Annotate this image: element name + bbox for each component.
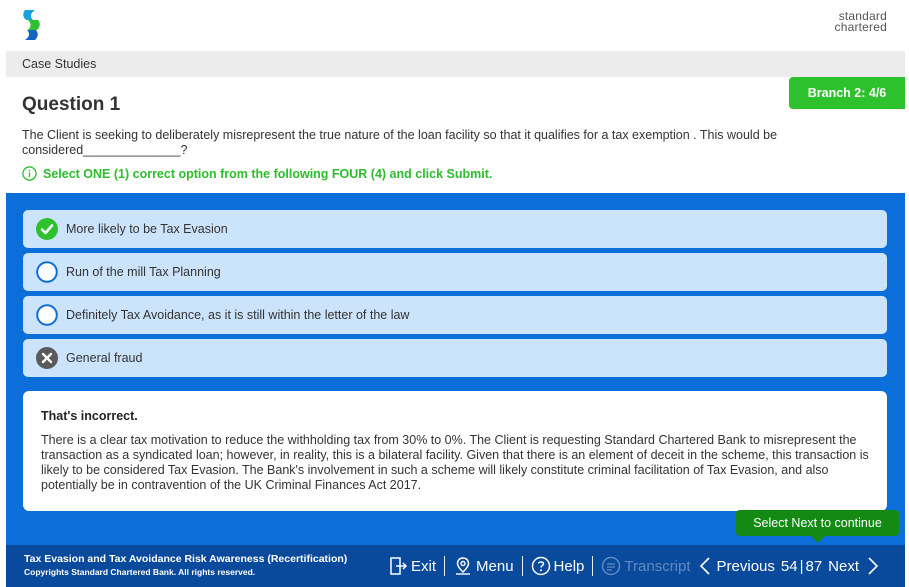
next-button[interactable] [828, 558, 859, 575]
instruction [22, 166, 492, 181]
checkmark-correct-icon [36, 218, 58, 240]
chevron-left-icon[interactable] [699, 556, 711, 576]
cross-incorrect-icon [36, 347, 58, 369]
instruction-text: Select ONE (1) correct option from the following FOUR (4) and click Submit. [43, 166, 493, 181]
info-icon [22, 166, 37, 181]
map-pin-icon [453, 556, 473, 576]
exit-door-icon [388, 556, 408, 576]
option-label: Run of the mill Tax Planning [66, 265, 221, 279]
radio-empty-icon [36, 304, 58, 326]
breadcrumb-label: Case Studies [22, 57, 97, 71]
transcript-label: Transcript [624, 557, 691, 575]
footer-nav [388, 545, 879, 587]
page-divider: | [799, 557, 804, 575]
footer-bar [6, 545, 905, 587]
course-title: Tax Evasion and Tax Avoidance Risk Awareness (Recertification) [24, 553, 348, 565]
page-indicator [781, 558, 822, 575]
transcript-button[interactable] [601, 556, 690, 576]
brand-line-1: standard [838, 9, 887, 23]
help-label: Help [553, 557, 585, 575]
help-question-icon [531, 556, 551, 576]
exit-label: Exit [411, 557, 437, 575]
page-current: 54 [780, 557, 798, 575]
brand-line-2: chartered [834, 20, 887, 34]
exit-button[interactable] [388, 556, 436, 576]
question-text: The Client is seeking to deliberately misrepresent the true nature of the loan facility so that it qualifies for a tax exemption . This would be considered______________? [22, 128, 778, 157]
branch-progress-badge: Branch 2: 4/6 [789, 77, 905, 109]
option-3[interactable] [23, 296, 887, 334]
nav-separator [522, 556, 523, 576]
breadcrumb [6, 51, 905, 77]
menu-label: Menu [476, 557, 514, 575]
question-title: Question 1 [22, 94, 121, 115]
radio-empty-icon [36, 261, 58, 283]
answer-panel [6, 193, 905, 545]
feedback-title: That's incorrect. [41, 409, 138, 423]
feedback-text: There is a clear tax motivation to reduce the withholding tax from 30% to 0%. The Client is requesting Standard Chartered Bank to misrepresent the transaction as a syndicated loan; however, in reality, this is a bilateral facility. Given that there is an element of deceit in the scheme, this transaction is likely to be considered Tax Evasion. The Bank's involvement in such a scheme will likely constitute criminal facilitation of Tax Evasion, and also potentially be in contravention of the UK Criminal Finances Act 2017. [41, 433, 869, 492]
option-4[interactable] [23, 339, 887, 377]
brand-wordmark [835, 11, 888, 33]
copyright: Copyrights Standard Chartered Bank. All rights reserved. [24, 567, 256, 577]
tooltip-arrow [811, 536, 825, 543]
nav-separator [444, 556, 445, 576]
option-2[interactable] [23, 253, 887, 291]
feedback-box [23, 391, 887, 511]
help-button[interactable] [531, 556, 585, 576]
previous-label: Previous [716, 557, 775, 575]
standard-chartered-logo-icon [22, 8, 44, 42]
previous-button[interactable] [717, 558, 775, 575]
menu-button[interactable] [453, 556, 514, 576]
option-label: More likely to be Tax Evasion [66, 222, 228, 236]
next-tooltip: Select Next to continue [736, 510, 899, 536]
top-bar [0, 0, 909, 50]
option-label: Definitely Tax Avoidance, as it is still within the letter of the law [66, 308, 410, 322]
nav-separator [592, 556, 593, 576]
next-label: Next [828, 557, 860, 575]
option-label: General fraud [66, 351, 143, 365]
option-1[interactable] [23, 210, 887, 248]
transcript-icon [601, 556, 621, 576]
page-total: 87 [805, 557, 823, 575]
chevron-right-icon[interactable] [867, 556, 879, 576]
